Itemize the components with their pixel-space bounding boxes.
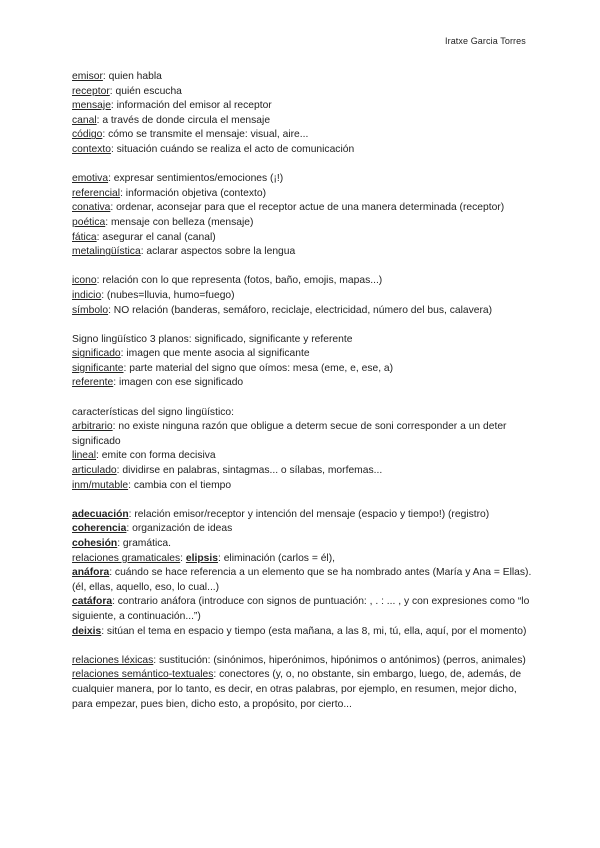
note-line [72,231,532,246]
note-term: anáfora [72,567,110,579]
note-term: emotiva [72,173,109,185]
note-def: : cambia con el tiempo [128,479,232,491]
note-line [72,304,532,319]
note-def: : quien habla [102,71,162,82]
note-line [72,668,532,712]
note-sep: : [180,552,186,564]
note-term: catáfora [72,596,113,608]
note-term: significado [72,348,121,360]
note-term: coherencia [72,523,127,535]
note-line [72,172,532,187]
note-line [72,245,532,260]
note-term: inm/mutable [72,479,129,491]
note-def: : aclarar aspectos sobre la lengua [140,246,296,258]
note-line [72,376,532,391]
note-def: : no existe ninguna razón que obligue a determ secue de soni corresponder a un deter significado [72,421,507,447]
note-term: lineal [72,450,97,462]
note-line [72,449,532,464]
note-def: : organización de ideas [126,523,233,535]
note-line [72,508,532,523]
note-line [72,128,532,143]
note-def: : información objetiva (contexto) [120,187,267,199]
note-term: poética [72,216,106,228]
note-term: contexto [72,143,111,155]
note-term: referente [72,377,114,389]
note-line [72,274,532,289]
note-line [72,479,532,494]
note-def: : eliminación (carlos = él), [217,552,335,564]
note-line [72,347,532,362]
note-def: : contrario anáfora (introduce con signos de puntuación: , . : ... , y con expresiones como “lo siguiente, a continuación...”) [72,596,530,622]
note-line [72,464,532,479]
note-term: código [72,129,103,141]
section-intro: características del signo lingüístico: [72,406,234,418]
note-line [72,537,532,552]
note-line [72,187,532,202]
note-subterm: elipsis [185,552,218,564]
author-name: Iratxe Garcia Torres [445,36,526,46]
note-line [72,522,532,537]
note-term: canal [72,114,97,126]
note-line [72,625,532,640]
note-def: : información del emisor al receptor [110,100,272,112]
note-term: mensaje [72,100,111,112]
note-term: articulado [72,465,117,477]
note-def: : dividirse en palabras, sintagmas... o sílabas, morfemas... [116,465,383,477]
note-term: relaciones léxicas [72,654,154,666]
note-line [72,595,532,624]
note-def: : relación con lo que representa (fotos, baño, emojis, mapas...) [96,275,383,287]
note-def: : mensaje con belleza (mensaje) [105,216,254,228]
note-def: : sitúan el tema en espacio y tiempo (esta mañana, a las 8, mi, tú, ella, aquí, por el momento) [101,625,527,637]
note-line [72,201,532,216]
note-def: : conectores (y, o, no obstante, sin embargo, luego, de, además, de cualquier manera, por lo tanto, es decir, en otras palabras, por ejemplo, en resumen, mejor dicho, para empezar, pues bien, dicho esto, a propósito, por cierto... [72,669,522,710]
note-line [72,99,532,114]
note-line [72,70,532,85]
note-term: emisor [72,71,103,82]
note-term: arbitrario [72,421,113,433]
note-line [72,216,532,231]
note-term: indicio [72,289,102,301]
note-line [72,654,532,669]
note-term: receptor [72,85,110,97]
note-line [72,552,532,567]
note-def: : asegurar el canal (canal) [96,231,216,243]
notes-body [72,70,532,712]
note-def: : situación cuándo se realiza el acto de comunicación [110,143,355,155]
note-def: : quién escucha [109,85,182,97]
note-term: adecuación [72,508,129,520]
note-line [72,143,532,158]
note-term: cohesión [72,538,118,549]
note-def: : relación emisor/receptor y intención del mensaje (espacio y tiempo!) (registro) [128,508,490,520]
note-def: : (nubes=lluvia, humo=fuego) [101,289,235,301]
note-line [72,289,532,304]
note-term: símbolo [72,304,109,316]
note-def: : imagen que mente asocia al significante [120,348,310,360]
note-def: : NO relación (banderas, semáforo, reciclaje, electricidad, número del bus, calavera) [108,304,493,316]
note-def: : cuándo se hace referencia a un elemento que se ha nombrado antes (María y Ana = Ellas). (él, ellas, aquello, eso, lo cual...) [72,567,532,593]
note-term: deixis [72,625,102,637]
note-def: : imagen con ese significado [113,377,244,389]
note-line [72,85,532,100]
note-term: conativa [72,202,111,214]
note-def: : a través de donde circula el mensaje [96,114,271,126]
note-def: : sustitución: (sinónimos, hiperónimos, hipónimos o antónimos) (perros, animales) [153,654,526,666]
note-def: : cómo se transmite el mensaje: visual, aire... [102,129,309,141]
note-term: referencial [72,187,121,199]
note-term: relaciones semántico-textuales [72,669,214,681]
note-term: fática [72,231,97,243]
note-def: : expresar sentimientos/emociones (¡!) [108,173,284,185]
note-term: relaciones gramaticales [72,552,181,564]
note-term: icono [72,275,97,287]
section-intro: Signo lingüístico 3 planos: significado, significante y referente [72,333,353,345]
note-def: : gramática. [117,538,171,549]
note-term: significante [72,362,124,374]
note-line [72,566,532,595]
note-line [72,114,532,129]
note-line [72,420,532,449]
note-def: : parte material del signo que oímos: mesa (eme, e, ese, a) [123,362,394,374]
note-def: : emite con forma decisiva [96,450,216,462]
note-term: metalingüística [72,246,141,258]
note-def: : ordenar, aconsejar para que el receptor actue de una manera determinada (receptor) [110,202,505,214]
note-line [72,362,532,377]
